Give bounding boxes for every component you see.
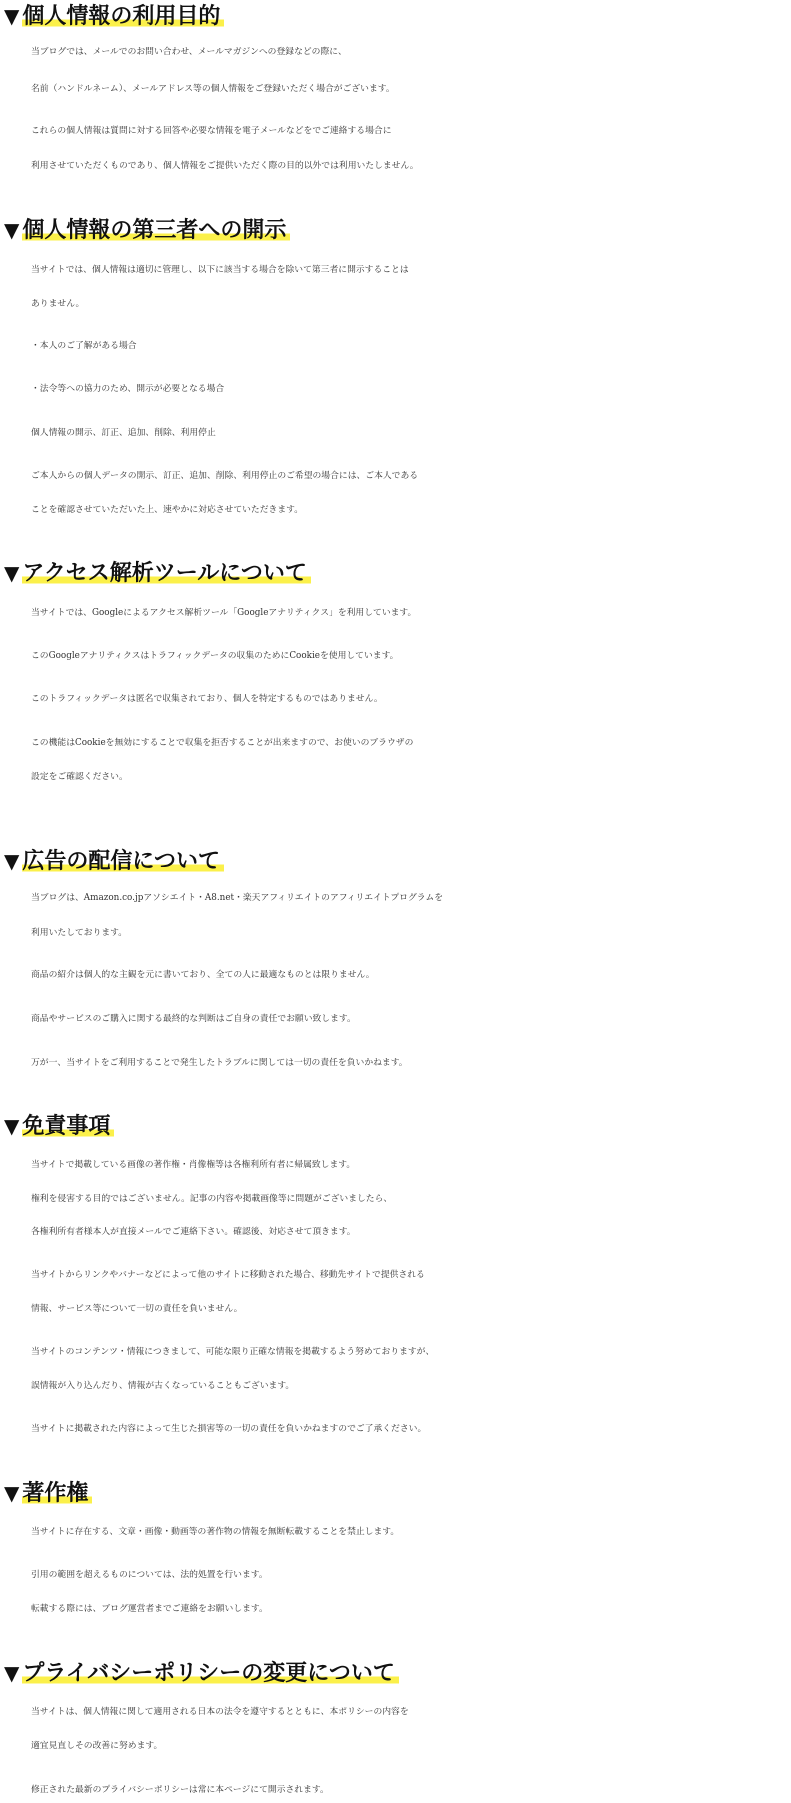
heading-text: 個人情報の利用目的 xyxy=(22,3,224,29)
triangle-bullet-icon: ▼ xyxy=(4,849,20,873)
paragraph-line: 利用いたしております。 xyxy=(31,928,128,938)
paragraph-line: 適宜見直しその改善に努めます。 xyxy=(31,1741,163,1751)
paragraph-line: ご本人からの個人データの開示、訂正、追加、削除、利用停止のご希望の場合には、ご本人である xyxy=(31,471,419,481)
paragraph-line: 万が一、当サイトをご利用することで発生したトラブルに関しては一切の責任を負いかねます。 xyxy=(31,1058,408,1068)
paragraph-line: 個人情報の開示、訂正、追加、削除、利用停止 xyxy=(31,428,216,438)
paragraph-line: この機能はCookieを無効にすることで収集を拒否することが出来ますので、お使いのブラウザの xyxy=(31,738,414,748)
paragraph-line: これらの個人情報は質問に対する回答や必要な情報を電子メールなどをでご連絡する場合に xyxy=(31,126,392,136)
section-heading-policy-changes xyxy=(4,1658,399,1688)
paragraph-line: ・本人のご了解がある場合 xyxy=(31,341,137,351)
paragraph-line: 引用の範囲を超えるものについては、法的処置を行います。 xyxy=(31,1570,268,1580)
paragraph-line: 転載する際には、ブログ運営者までご連絡をお願いします。 xyxy=(31,1604,268,1614)
paragraph-line: 当サイトのコンテンツ・情報につきまして、可能な限り正確な情報を掲載するよう努めておりますが、 xyxy=(31,1347,435,1357)
triangle-bullet-icon: ▼ xyxy=(4,1114,20,1138)
section-heading-ads xyxy=(4,846,224,876)
triangle-bullet-icon: ▼ xyxy=(4,218,20,242)
heading-text: 個人情報の第三者への開示 xyxy=(22,217,290,243)
paragraph-line: 誤情報が入り込んだり、情報が古くなっていることもございます。 xyxy=(31,1381,295,1391)
paragraph-line: 当ブログでは、メールでのお問い合わせ、メールマガジンへの登録などの際に、 xyxy=(31,47,347,57)
section-heading-disclaimer xyxy=(4,1111,114,1141)
section-heading-copyright xyxy=(4,1478,92,1508)
paragraph-line: 情報、サービス等について一切の責任を負いません。 xyxy=(31,1304,243,1314)
paragraph-line: 設定をご確認ください。 xyxy=(31,772,128,782)
paragraph-line: 商品の紹介は個人的な主観を元に書いており、全ての人に最適なものとは限りません。 xyxy=(31,970,375,980)
paragraph-line: 当サイトでは、個人情報は適切に管理し、以下に該当する場合を除いて第三者に開示することは xyxy=(31,265,409,275)
paragraph-line: 当ブログは、Amazon.co.jpアソシエイト・A8.net・楽天アフィリエイトのアフィリエイトプログラムを xyxy=(31,893,444,903)
heading-text: 著作権 xyxy=(22,1480,92,1506)
heading-text: 広告の配信について xyxy=(22,848,224,874)
paragraph-line: 当サイトで掲載している画像の著作権・肖像権等は各権利所有者に帰属致します。 xyxy=(31,1160,356,1170)
section-heading-purpose xyxy=(4,1,224,31)
paragraph-line: 各権利所有者様本人が直接メールでご連絡下さい。確認後、対応させて頂きます。 xyxy=(31,1227,356,1237)
paragraph-line: このトラフィックデータは匿名で収集されており、個人を特定するものではありません。 xyxy=(31,694,383,704)
paragraph-line: 権利を侵害する目的ではございません。記事の内容や掲載画像等に問題がございましたら、 xyxy=(31,1194,393,1204)
paragraph-line: 修正された最新のプライバシーポリシーは常に本ページにて開示されます。 xyxy=(31,1785,329,1795)
heading-text: アクセス解析ツールについて xyxy=(22,560,310,586)
heading-text: プライバシーポリシーの変更について xyxy=(22,1660,398,1686)
heading-text: 免責事項 xyxy=(22,1113,114,1139)
paragraph-line: 商品やサービスのご購入に関する最終的な判断はご自身の責任でお願い致します。 xyxy=(31,1014,356,1024)
section-heading-third-party xyxy=(4,215,290,245)
paragraph-line: 利用させていただくものであり、個人情報をご提供いただく際の目的以外では利用いたしません。 xyxy=(31,161,419,171)
paragraph-line: 名前（ハンドルネーム）、メールアドレス等の個人情報をご登録いただく場合がございます。 xyxy=(31,84,395,94)
triangle-bullet-icon: ▼ xyxy=(4,1481,20,1505)
paragraph-line: ありません。 xyxy=(31,299,85,309)
paragraph-line: 当サイトでは、Googleによるアクセス解析ツール「Googleアナリティクス」を利用しています。 xyxy=(31,608,417,618)
triangle-bullet-icon: ▼ xyxy=(4,1661,20,1685)
paragraph-line: 当サイトに掲載された内容によって生じた損害等の一切の責任を負いかねますのでご了承ください。 xyxy=(31,1424,427,1434)
paragraph-line: ・法令等への協力のため、開示が必要となる場合 xyxy=(31,384,225,394)
paragraph-line: ことを確認させていただいた上、速やかに対応させていただきます。 xyxy=(31,505,304,515)
triangle-bullet-icon: ▼ xyxy=(4,4,20,28)
paragraph-line: 当サイトは、個人情報に関して適用される日本の法令を遵守するとともに、本ポリシーの内容を xyxy=(31,1707,409,1717)
paragraph-line: 当サイトに存在する、文章・画像・動画等の著作物の情報を無断転載することを禁止します。 xyxy=(31,1527,400,1537)
section-heading-analytics xyxy=(4,558,311,588)
triangle-bullet-icon: ▼ xyxy=(4,561,20,585)
paragraph-line: 当サイトからリンクやバナーなどによって他のサイトに移動された場合、移動先サイトで提供される xyxy=(31,1270,425,1280)
paragraph-line: このGoogleアナリティクスはトラフィックデータの収集のためにCookieを使用しています。 xyxy=(31,651,399,661)
